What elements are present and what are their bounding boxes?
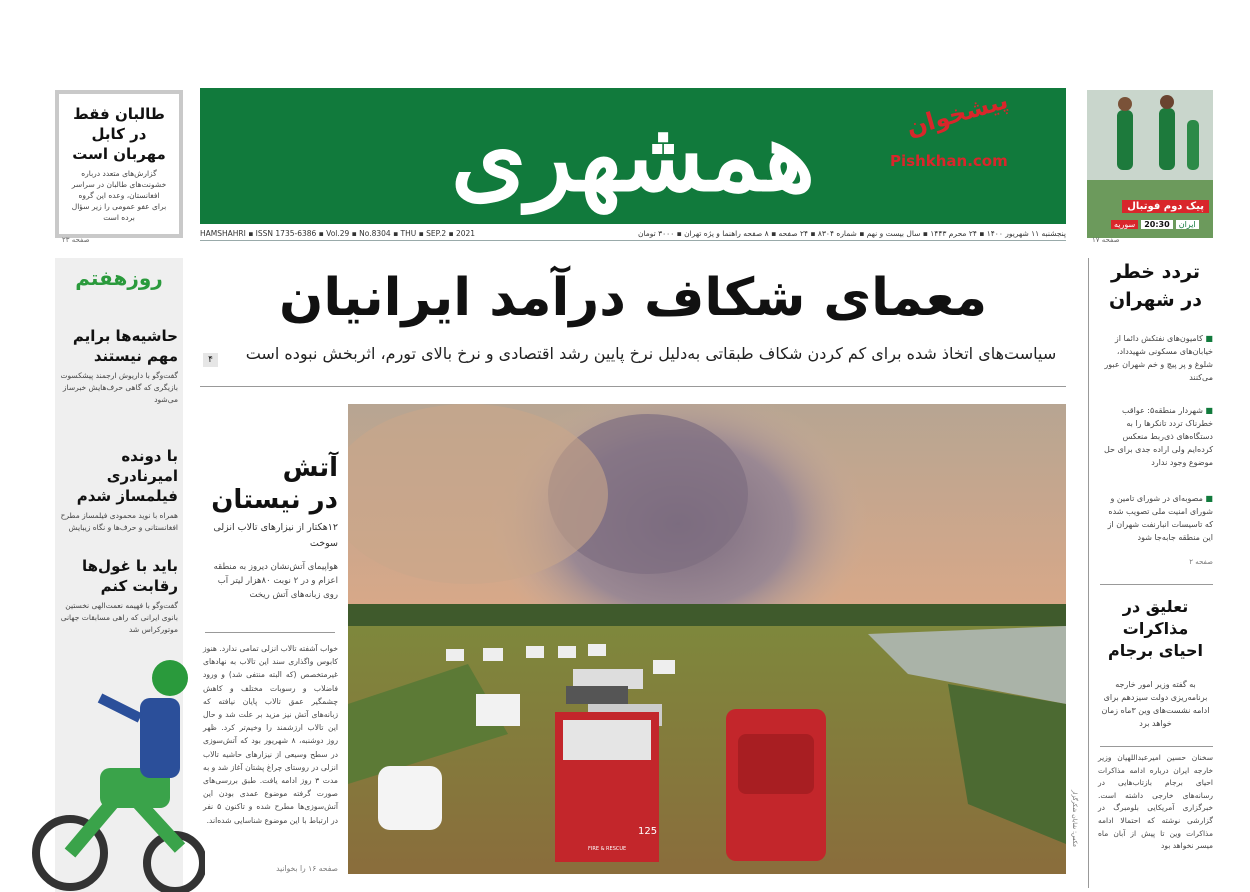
left-item-1[interactable] [60,326,178,406]
right-story-1-bullet-1 [1098,332,1213,384]
wildfire-photo[interactable] [348,404,1066,874]
taliban-text: گزارش‌های متعدد درباره خشونت‌های طالبان در سراسر افغانستان، وعده این گروه برای عفو عمومی را زیر سؤال برده است [71,169,167,222]
photo-credit: عکس: شایان شکرگزار [1071,790,1078,848]
bullet-icon [1203,406,1213,415]
fire-paragraph-2: خواب آشفته تالاب انزلی تمامی ندارد. هنوز کابوس واگذاری سند این تالاب به نهادهای غیرمتخصص (که البته منتفی شد) و ورود فاضلاب و رسوبات مختلف و کاهش چشمگیر عمق تالاب پایان نیافته که زبانه‌های آتش نیز مزید بر علت شد و حال این تالاب ارزشمند را وخیم‌تر کرد. ظهر روز دوشنبه، ۸ شهریور بود که آتش‌سوزی در سطح وسیعی از نیزارهای حاشیه تالاب انزلی در روستای چراغ پشتان آغاز شد و به مدت ۳ روز ادامه یافت. طبق بررسی‌های صورت گرفته موضوع عمدی بودن این آتش‌سوزی‌ها مطرح شده و تاکنون ۵ نفر در ارتباط با این موضوع شناسایی شده‌اند. [203,644,339,825]
fire-page: صفحه ۱۶ را بخوانید [276,864,338,873]
right-story-1-bullet-2 [1098,404,1213,469]
right-story-2-body: سخنان حسین امیرعبداللهیان وزیر خارجه ایران درباره ادامه مذاکرات احیای برجام بازتاب‌هایی در رسانه‌های خارجی داشته است. خبرگزاری آمریکایی بلومبرگ در گزارشی نوشته که احتمالا ادامه مذاکرات وین تا پیش از آبان ماه میسر نخواهد بود [1098,753,1213,851]
fire-lead: ۱۲هکتار از نیزارهای تالاب انزلی سوخت [213,522,338,549]
right-column-rule [1088,258,1089,888]
right-story-2-title: تعلیق در مذاکرات احیای برجام [1107,597,1203,660]
match-info [1111,220,1199,229]
truck-number: 125 [638,826,658,837]
truck-label: FIRE & RESCUE [588,846,627,852]
newspaper-logo[interactable]: همشهری [450,99,816,213]
taliban-teaser[interactable] [55,90,183,238]
fire-paragraph-1: هواپیمای آتش‌نشان دیروز به منطقه اعزام و در ۲ نوبت ۸۰هزار لیتر آب روی زبانه‌های آتش ریخت [213,562,338,600]
headline-divider [200,386,1066,387]
team2: سوریه [1111,220,1138,229]
sport-page: صفحه ۱۷ [1092,236,1120,244]
right-story-2-text: به گفته وزیر امور خارجه برنامه‌ریزی دولت سیزدهم برای ادامه نشست‌های وین ۳ماه زمان خواهد برد [1101,680,1210,728]
left-item-2-text: همراه با نوید محمودی فیلمساز مطرح افغانستانی و حرف‌ها و نگاه زیبایش [60,511,178,532]
right-divider [1100,584,1213,585]
left-item-1-text: گفت‌وگو با داریوش ارجمند پیشکسوت بازیگری که گاهی حرف‌هایش خبرساز می‌شود [60,371,178,404]
sport-teaser[interactable] [1087,90,1213,238]
fire-title-1: آتش [282,453,338,483]
headline-page: ۴ [203,353,218,367]
dateline [200,226,1066,241]
bullet-2-text: شهردار منطقه۵: عواقب خطرناک تردد تانکرها را به دستگاه‌های ذی‌ربط منعکس کرده‌ایم ولی اراده جدی برای حل موضوع وجود ندارد [1103,406,1213,467]
bullet-1-text: کامیون‌های نفتکش دائما از خیابان‌های مسکونی شهیدداد، شلوغ و پر پیچ و خم شهران عبور می‌کنند [1104,334,1213,382]
football-photo [1087,90,1213,238]
left-item-3[interactable] [60,556,178,636]
left-item-3-text: گفت‌وگو با فهیمه نعمت‌الهی نخستین بانوی ایرانی که راهی مسابقات جهانی موتورکراس شد [60,601,178,634]
team1: ایران [1176,220,1199,229]
taliban-page: صفحه ۲۳ [62,236,90,244]
match-time: 20:30 [1141,220,1172,229]
taliban-title: طالبان فقط در کابل مهربان است [72,105,166,163]
right-story-2[interactable] [1098,596,1213,662]
watermark-logo: پیشخوان [903,86,1012,142]
main-headline[interactable]: معمای شکاف درآمد ایرانیان [278,268,988,328]
bullet-icon [1203,494,1213,503]
dateline-persian: پنجشنبه ۱۱ شهریور ۱۴۰۰ ▪ ۲۴ محرم ۱۴۴۳ ▪ سال بیست و نهم ▪ شماره ۸۳۰۴ ▪ ۲۴ صفحه ▪ ۸ صفحه راهنما و یژه تهران ▪ ۳۰۰۰ تومان [637,228,1066,238]
right-story-1-bullet-3 [1098,492,1213,544]
weekly-brand-logo[interactable]: روزهفتم [75,266,163,290]
motocross-rider-image [30,648,205,892]
fire-story[interactable] [203,452,338,602]
right-story-1[interactable] [1098,258,1213,314]
dateline-latin: HAMSHAHRI ▪ ISSN 1735-6386 ▪ Vol.29 ▪ No.8304 ▪ THU ▪ SEP.2 ▪ 2021 [200,228,476,238]
headline-subtitle: سیاست‌های اتخاذ شده برای کم کردن شکاف طبقاتی به‌دلیل نرخ پایین رشد اقتصادی و نرخ بالای تورم، اثربخش نبوده است [245,344,1057,363]
bullet-icon [1203,334,1213,343]
bullet-3-text: مصوبه‌ای در شورای تامین و شورای امنیت ملی تصویب شده که تاسیسات انبارنفت شهران از این منطقه جابه‌جا شود [1107,494,1213,542]
right-story-1-page: صفحه ۲ [1189,558,1213,566]
left-item-2-title: با دونده امیرنادری فیلمساز شدم [76,447,178,505]
left-item-2[interactable] [60,446,178,534]
left-item-3-title: باید با غول‌ها رقابت کنم [82,557,178,595]
right-story-1-title: تردد خطر در شهران [1108,261,1203,311]
right-divider-2 [1100,746,1213,747]
watermark-url: Pishkhan.com [890,152,1008,170]
fire-divider [205,632,335,633]
left-item-1-title: حاشیه‌ها برایم مهم نیستند [72,327,178,365]
fire-title-2: در نیستان [211,485,338,515]
sport-caption: پیک دوم فوتبال [1122,200,1209,213]
